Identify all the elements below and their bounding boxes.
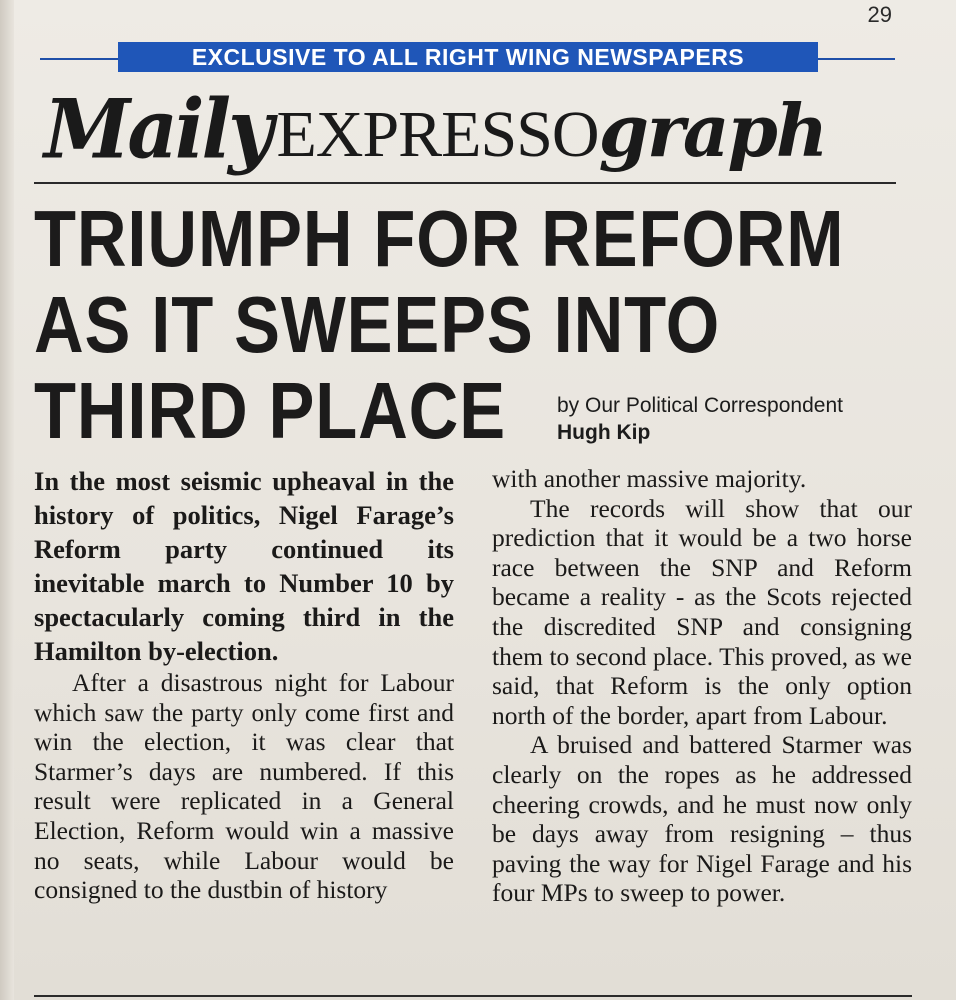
article-paragraph: The records will show that our prediction that it would be a two horse race between the SNP and Reform became a reality - as the Scots rejected the discredited SNP and consigning them to second place. This proved, as we said, that Reform is the only option north of the border, apart from Labour. — [492, 493, 912, 730]
masthead-part-maily: Maily — [44, 81, 271, 178]
article-column-right — [492, 464, 912, 908]
page-number: 29 — [867, 2, 892, 27]
article-paragraph: A bruised and battered Starmer was clearly on the ropes as he addressed cheering crowds, and he must now only be days away from resigning – thus paving the way for Nigel Farage and his four MPs to sweep to power. — [492, 730, 912, 908]
masthead-part-expresso: EXPRESSO — [276, 98, 599, 171]
page-edge-shadow — [0, 0, 14, 1000]
article-column-left — [34, 464, 454, 905]
article-paragraph-continued: with another massive majority. — [492, 464, 807, 493]
headline-line-2: AS IT SWEEPS INTO — [34, 280, 721, 369]
article-bottom-rule — [34, 995, 912, 997]
headline-line-3: THIRD PLACE — [34, 366, 506, 455]
byline-author: Hugh Kip — [557, 421, 651, 444]
masthead-part-graph: graph — [598, 88, 827, 173]
article-paragraph: After a disastrous night for Labour which saw the party only come first and win the election, it was clear that Starmer’s days are numbered. If this result were replicated in a General Election, Reform would win a massive no seats, while Labour would be consigned to the dustbin of history — [34, 668, 454, 905]
headline-line-1: TRIUMPH FOR REFORM — [34, 194, 845, 283]
article-lead: In the most seismic upheaval in the history of politics, Nigel Farage’s Reform party continued its inevitable march to Number 10 by spectacularly coming third in the Hamilton by-election. — [34, 466, 454, 666]
byline — [557, 392, 843, 446]
banner-label: EXCLUSIVE TO ALL RIGHT WING NEWSPAPERS — [118, 42, 818, 72]
byline-credit: by Our Political Correspondent — [557, 394, 843, 417]
masthead-logo — [44, 81, 884, 180]
exclusive-banner — [40, 42, 895, 72]
masthead-divider — [34, 182, 896, 184]
